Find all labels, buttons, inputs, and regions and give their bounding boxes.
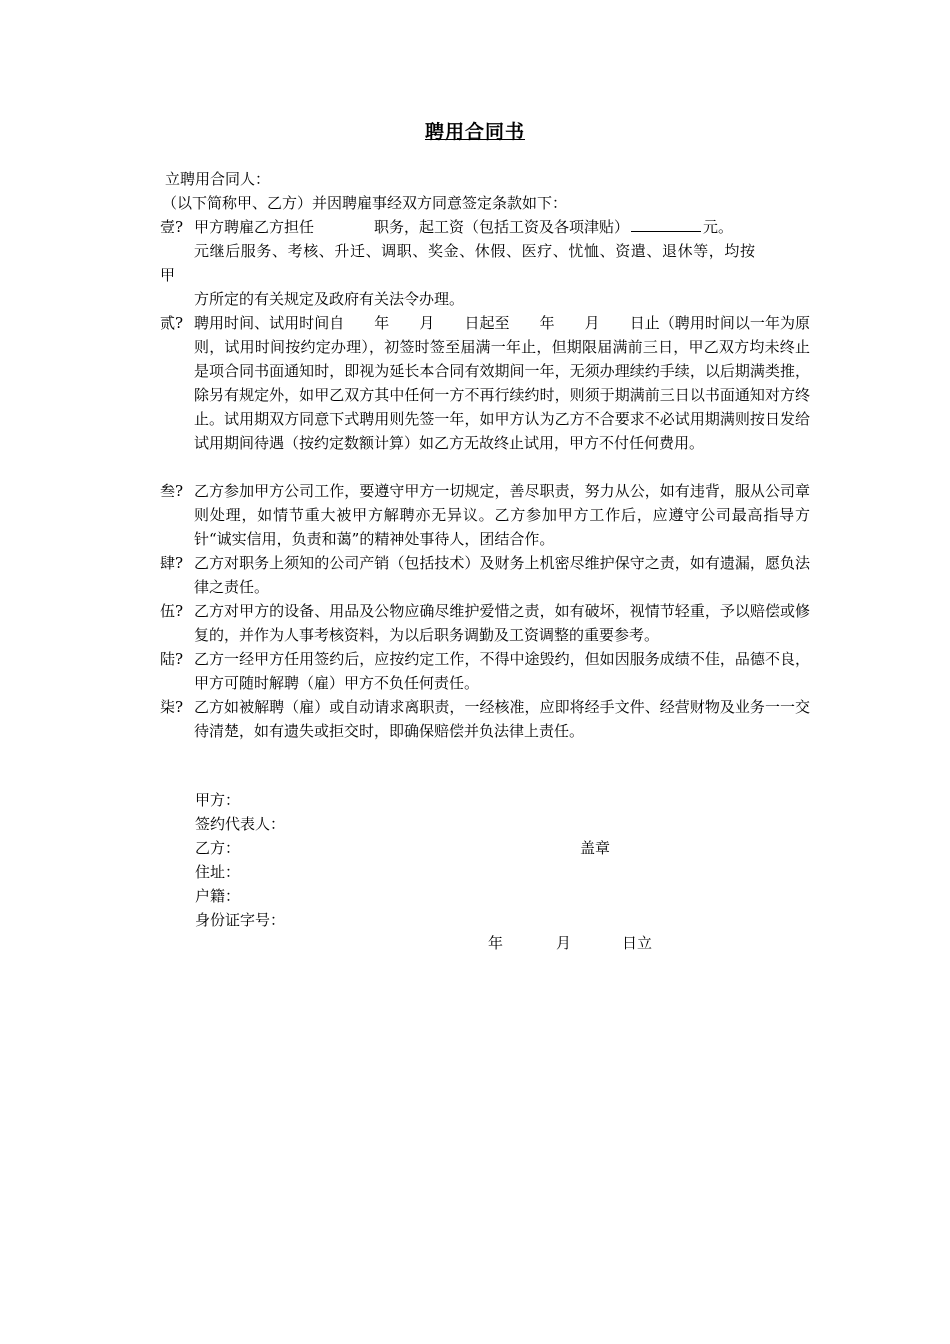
intro-parties: 立聘用合同人： — [165, 170, 271, 188]
signing-date — [488, 931, 652, 955]
party-b-label: 乙方： — [195, 839, 241, 857]
representative-label: 签约代表人： — [195, 815, 286, 833]
intro-statement: （以下简称甲、乙方）并因聘雇事经双方同意签定条款如下： — [162, 194, 568, 212]
clause-number: 壹? — [160, 218, 184, 236]
year-label: 年 — [488, 934, 504, 952]
salary-blank — [631, 217, 701, 232]
seal-label: 盖章 — [580, 839, 611, 857]
clause-6 — [160, 647, 810, 695]
address-label: 住址： — [195, 863, 241, 881]
document-title: 聘用合同书 — [424, 121, 525, 143]
clause-text: 乙方对职务上须知的公司产销（包括技术）及财务上机密尽维护保守之责，如有遗漏，愿负法律之责任。 — [194, 554, 810, 596]
party-a-label: 甲方： — [195, 791, 241, 809]
clause-2 — [160, 311, 810, 455]
clause-5 — [160, 599, 810, 647]
clause-text: 方所定的有关规定及政府有关法令办理。 — [194, 290, 465, 308]
clause-number: 伍? — [160, 602, 184, 620]
clause-text: 元。 — [703, 218, 734, 236]
clause-1 — [160, 215, 810, 263]
clause-number: 贰? — [160, 314, 184, 332]
clause-text: 甲方聘雇乙方担任 — [194, 218, 315, 236]
clause-text: 乙方一经甲方任用签约后，应按约定工作，不得中途毁约，但如因服务成绩不佳，品德不良，甲方可随时解聘（雇）甲方不负任何责任。 — [194, 650, 810, 692]
clause-text: 职务，起工资（包括工资及各项津贴） — [374, 218, 630, 236]
clause-number: 肆? — [160, 554, 184, 572]
clause-3 — [160, 479, 810, 551]
household-label: 户籍： — [195, 887, 241, 905]
clause-text: 聘用时间、试用时间自 年 月 日起至 年 月 日止（聘用时间以一年为原则，试用时间按约定办理），初签时签至届满一年止，但期限届满前三日，甲乙双方均未终止是项合同书面通知时，即视为延长本合同有效期间一年，无须办理续约手续，以后期满类推，除另有规定外，如甲乙双方其中任何一方不再行续约时，则须于期满前三日以书面通知对方终止。试用期双方同意下式聘用则先签一年，如甲方认为乙方不合要求不必试用期满则按日发给试用期间待遇（按约定数额计算）如乙方无故终止试用，甲方不付任何费用。 — [194, 314, 810, 452]
clause-number: 柒? — [160, 698, 184, 716]
clause-7 — [160, 695, 810, 743]
clause-text: 乙方参加甲方公司工作，要遵守甲方一切规定，善尽职责，努力从公，如有违背，服从公司章则处理，如情节重大被甲方解聘亦无异议。乙方参加甲方工作后，应遵守公司最高指导方针“诚实信用，负责和蔼”的精神处事待人，团结合作。 — [194, 482, 810, 548]
id-number-label: 身份证字号： — [195, 911, 286, 929]
clause-text: 元继后服务、考核、升迁、调职、奖金、休假、医疗、忧恤、资遣、退休等，均按 — [194, 242, 756, 260]
clause-text: 乙方如被解聘（雇）或自动请求离职责，一经核准，应即将经手文件、经营财物及业务一一交待清楚，如有遗失或拒交时，即确保赔偿并负法律上责任。 — [194, 698, 810, 740]
clause-number: 叁? — [160, 482, 184, 500]
month-label: 月 — [556, 934, 572, 952]
clause-text: 甲 — [160, 266, 176, 284]
clause-4 — [160, 551, 810, 599]
clause-body — [194, 215, 810, 263]
day-label: 日立 — [622, 934, 653, 952]
clause-text: 乙方对甲方的设备、用品及公物应确尽维护爱惜之责，如有破坏，视情节轻重，予以赔偿或修复的，并作为人事考核资料，为以后职务调勤及工资调整的重要参考。 — [194, 602, 810, 644]
clause-number: 陆? — [160, 650, 184, 668]
